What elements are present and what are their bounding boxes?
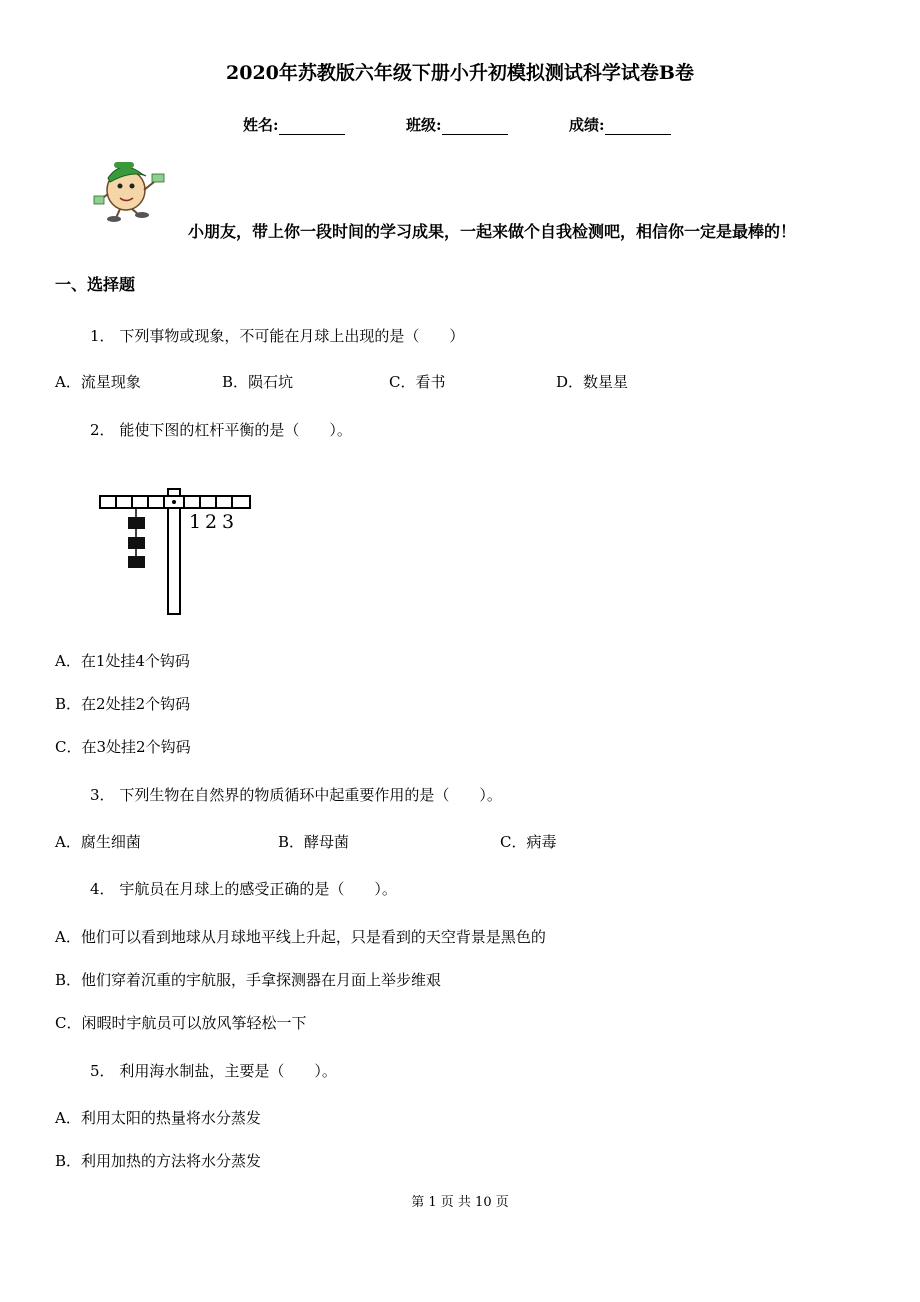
q4-option-a: A．他们可以看到地球从月球地平线上升起，只是看到的天空背景是黑色的 <box>55 928 546 946</box>
q2-option-c: C．在3处挂2个钩码 <box>55 738 191 756</box>
q3-option-b: B．酵母菌 <box>278 833 350 851</box>
mascot-illustration <box>92 156 172 226</box>
question-number: 3． <box>90 786 115 804</box>
question-3 <box>90 784 502 805</box>
class-label: 班级: <box>406 116 442 134</box>
question-number: 2． <box>90 421 115 439</box>
question-number: 5． <box>90 1062 115 1080</box>
q2-option-b: B．在2处挂2个钩码 <box>55 695 191 713</box>
name-field <box>243 114 345 135</box>
page-footer: 第 1 页 共 10 页 <box>411 1195 509 1210</box>
q3-option-a: A．腐生细菌 <box>55 833 141 851</box>
question-4 <box>90 878 397 899</box>
score-field <box>569 114 671 135</box>
question-number: 1． <box>90 327 115 345</box>
question-text: 宇航员在月球上的感受正确的是（ ）。 <box>119 880 397 898</box>
name-blank <box>279 118 345 135</box>
q4-option-b: B．他们穿着沉重的宇航服，手拿探测器在月面上举步维艰 <box>55 971 442 989</box>
question-5 <box>90 1060 337 1081</box>
q3-option-c: C．病毒 <box>500 833 557 851</box>
q1-option-a: A．流星现象 <box>55 373 141 391</box>
question-2 <box>90 419 352 440</box>
lever-cap <box>168 489 180 496</box>
section-title: 一、选择题 <box>55 275 136 294</box>
weight-2 <box>128 537 145 549</box>
question-text: 下列事物或现象，不可能在月球上出现的是（ ） <box>119 327 465 345</box>
lever-stand <box>168 508 180 614</box>
position-label-1: 1 <box>189 511 202 533</box>
class-field <box>406 114 508 135</box>
weight-1 <box>128 517 145 529</box>
lever-diagram <box>96 486 256 618</box>
q4-option-c: C．闲暇时宇航员可以放风筝轻松一下 <box>55 1014 307 1032</box>
question-text: 下列生物在自然界的物质循环中起重要作用的是（ ）。 <box>119 786 502 804</box>
encouragement-text: 小朋友，带上你一段时间的学习成果，一起来做个自我检测吧，相信你一定是最棒的！ <box>188 222 797 241</box>
position-label-2: 2 <box>205 511 218 533</box>
name-label: 姓名: <box>243 116 279 134</box>
q5-option-b: B．利用加热的方法将水分蒸发 <box>55 1152 262 1170</box>
weight-3 <box>128 556 145 568</box>
q1-option-d: D．数星星 <box>556 373 629 391</box>
page-title: 2020年苏教版六年级下册小升初模拟测试科学试卷B卷 <box>226 62 694 84</box>
q5-option-a: A．利用太阳的热量将水分蒸发 <box>55 1109 261 1127</box>
score-blank <box>605 118 671 135</box>
q1-option-c: C．看书 <box>389 373 446 391</box>
q1-option-b: B．陨石坑 <box>222 373 294 391</box>
question-1 <box>90 325 464 346</box>
question-text: 利用海水制盐，主要是（ ）。 <box>119 1062 337 1080</box>
question-text: 能使下图的杠杆平衡的是（ ）。 <box>119 421 352 439</box>
class-blank <box>442 118 508 135</box>
lever-pivot <box>172 500 176 504</box>
question-number: 4． <box>90 880 115 898</box>
position-label-3: 3 <box>222 511 235 533</box>
score-label: 成绩: <box>569 116 605 134</box>
q2-option-a: A．在1处挂4个钩码 <box>55 652 190 670</box>
